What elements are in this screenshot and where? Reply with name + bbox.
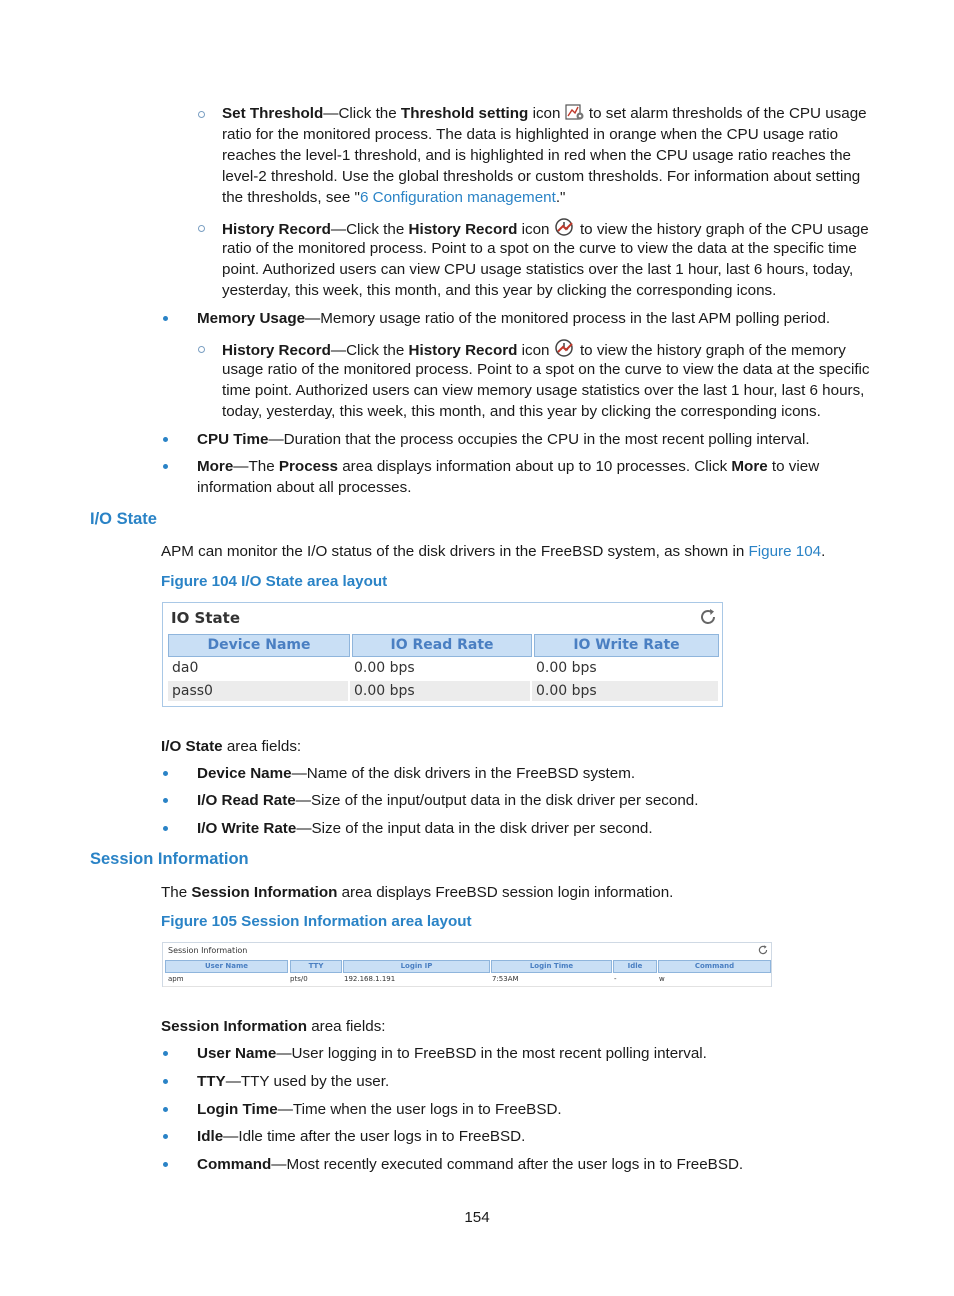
term: Threshold setting (400, 105, 529, 122)
text: —Time when the user logs in to FreeBSD. (277, 1101, 562, 1118)
term: Memory Usage (197, 310, 306, 327)
text: area fields: (307, 1018, 386, 1035)
term: User Name (197, 1045, 277, 1062)
table-cell: da0 (172, 660, 199, 676)
text: —Memory usage ratio of the monitored process in the last APM polling period. (305, 310, 831, 327)
section-heading: I/O State (90, 510, 157, 528)
text: to view the history graph of the memory (575, 342, 846, 359)
history-record-icon (554, 338, 576, 358)
field-item (197, 818, 653, 839)
section-heading: Session Information (90, 850, 249, 868)
field-item (197, 1071, 389, 1092)
io-fields-intro (161, 736, 301, 757)
text: —Click the (330, 221, 409, 238)
paragraph-line: information about all processes. (197, 479, 412, 496)
configuration-management-link[interactable]: 6 Configuration management (359, 189, 556, 206)
text: —TTY used by the user. (225, 1073, 390, 1090)
set-threshold-line1 (222, 103, 867, 124)
term: History Record (408, 221, 518, 238)
text: —Duration that the process occupies the CPU in the most recent polling interval. (268, 431, 810, 448)
page-number: 154 (464, 1209, 490, 1226)
io-state-widget (162, 602, 723, 707)
column-header[interactable]: User Name (165, 960, 288, 973)
text: ." (555, 189, 566, 206)
bullet (163, 771, 168, 776)
bullet (163, 1107, 168, 1112)
table-cell: w (659, 975, 665, 983)
paragraph-line: point. Authorized users can view CPU usage statistics over the last 1 hour, last 6 hours, today, (222, 261, 854, 278)
history-record-icon (554, 217, 576, 237)
figure-104-link[interactable]: Figure 104 (748, 543, 822, 560)
bullet (163, 464, 168, 469)
column-header[interactable]: Command (658, 960, 771, 973)
field-item (197, 1043, 707, 1064)
field-item (197, 1099, 562, 1120)
term: Process (278, 458, 338, 475)
term: CPU Time (197, 431, 269, 448)
threshold-setting-icon (565, 103, 585, 121)
history-mem-line1 (222, 338, 846, 361)
table-cell: pts/0 (290, 975, 308, 983)
paragraph-line: ratio of the monitored process. Point to a spot on the curve to view the data at the specific time (222, 240, 857, 257)
text: area fields: (222, 738, 302, 755)
term: Set Threshold (222, 105, 324, 122)
text: icon (528, 105, 565, 122)
field-item (197, 1154, 743, 1175)
term: More (731, 458, 768, 475)
text: area displays FreeBSD session login information. (337, 884, 674, 901)
text: to set alarm thresholds of the CPU usage (584, 105, 867, 122)
text: area displays information about up to 10 processes. Click (337, 458, 732, 475)
figure-caption: Figure 105 Session Information area layout (161, 913, 472, 930)
sub-bullet (198, 225, 205, 232)
term: More (197, 458, 234, 475)
bullet (163, 1079, 168, 1084)
term: I/O Write Rate (197, 820, 297, 837)
set-threshold-line5 (222, 187, 565, 208)
column-header[interactable]: Device Name (168, 634, 350, 657)
table-cell: - (614, 975, 617, 983)
text: . (821, 543, 826, 560)
bullet (163, 798, 168, 803)
term: History Record (408, 342, 518, 359)
bullet (163, 1134, 168, 1139)
widget-title: Session Information (168, 946, 248, 955)
paragraph-line: reaches the level-1 threshold, and is highlighted in red when the CPU usage ratio reaches the (222, 147, 851, 164)
figure-caption: Figure 104 I/O State area layout (161, 573, 388, 590)
term: Session Information (191, 884, 338, 901)
sub-bullet (198, 111, 205, 118)
session-intro (161, 882, 673, 903)
table-cell: 0.00 bps (350, 681, 530, 701)
text: —Size of the input data in the disk driver per second. (296, 820, 653, 837)
term: I/O Read Rate (197, 792, 296, 809)
column-header[interactable]: IO Write Rate (534, 634, 719, 657)
text: icon (517, 221, 554, 238)
refresh-icon[interactable] (757, 944, 769, 956)
field-item (197, 790, 698, 811)
paragraph-line: usage ratio of the monitored process. Point to a spot on the curve to view the data at the specific (222, 361, 870, 378)
text: —Most recently executed command after the user logs in to FreeBSD. (271, 1156, 744, 1173)
text: —Size of the input/output data in the disk driver per second. (295, 792, 699, 809)
field-item (197, 763, 635, 784)
text: icon (517, 342, 554, 359)
text: —Click the (330, 342, 409, 359)
term: History Record (222, 342, 331, 359)
bullet (163, 1162, 168, 1167)
memory-usage-item (197, 308, 830, 329)
text: APM can monitor the I/O status of the disk drivers in the FreeBSD system, as shown in (161, 543, 749, 560)
field-item (197, 1126, 525, 1147)
bullet (163, 316, 168, 321)
column-header[interactable]: Idle (613, 960, 657, 973)
cpu-time-item (197, 429, 810, 450)
term: History Record (222, 221, 331, 238)
io-intro (161, 541, 825, 562)
term: TTY (197, 1073, 226, 1090)
text: to view (767, 458, 820, 475)
column-header[interactable]: Login IP (343, 960, 490, 973)
table-cell: pass0 (168, 681, 348, 701)
term: Device Name (197, 765, 292, 782)
widget-title: IO State (171, 609, 240, 627)
paragraph-line: time point. Authorized users can view memory usage statistics over the last 1 hour, last 6 hours, (222, 382, 865, 399)
column-header[interactable]: IO Read Rate (352, 634, 532, 657)
table-cell: 192.168.1.191 (344, 975, 396, 983)
text: the thresholds, see " (222, 189, 360, 206)
term: Idle (197, 1128, 224, 1145)
bullet (163, 826, 168, 831)
column-header[interactable]: TTY (290, 960, 342, 973)
bullet (163, 437, 168, 442)
session-fields-intro (161, 1016, 386, 1037)
sub-bullet (198, 346, 205, 353)
history-cpu-line1 (222, 217, 869, 240)
term: Command (197, 1156, 272, 1173)
table-cell: 0.00 bps (536, 660, 597, 676)
term: I/O State (161, 738, 223, 755)
text: —The (233, 458, 279, 475)
text: to view the history graph of the CPU usage (575, 221, 869, 238)
paragraph-line: level-2 threshold. Use the global thresholds or custom thresholds. For information about setting (222, 168, 861, 185)
session-information-widget (162, 942, 772, 987)
text: —Idle time after the user logs in to FreeBSD. (223, 1128, 526, 1145)
more-item (197, 456, 819, 477)
text: —User logging in to FreeBSD in the most recent polling interval. (276, 1045, 707, 1062)
term: Login Time (197, 1101, 278, 1118)
text: The (161, 884, 192, 901)
column-header[interactable]: Login Time (491, 960, 612, 973)
divider (163, 986, 771, 987)
refresh-icon[interactable] (698, 607, 718, 627)
table-cell: 7:53AM (492, 975, 519, 983)
paragraph-line: today, yesterday, this week, this month, and this year by clicking the corresponding icons. (222, 403, 821, 420)
table-cell: apm (168, 975, 184, 983)
text: —Name of the disk drivers in the FreeBSD system. (291, 765, 636, 782)
term: Session Information (161, 1018, 307, 1035)
table-cell: 0.00 bps (532, 681, 718, 701)
text: —Click the (323, 105, 401, 122)
table-cell: 0.00 bps (354, 660, 415, 676)
bullet (163, 1051, 168, 1056)
paragraph-line: ratio for the monitored process. The data is highlighted in orange when the CPU usage ratio (222, 126, 839, 143)
paragraph-line: yesterday, this week, this month, and this year by clicking the corresponding icons. (222, 282, 777, 299)
